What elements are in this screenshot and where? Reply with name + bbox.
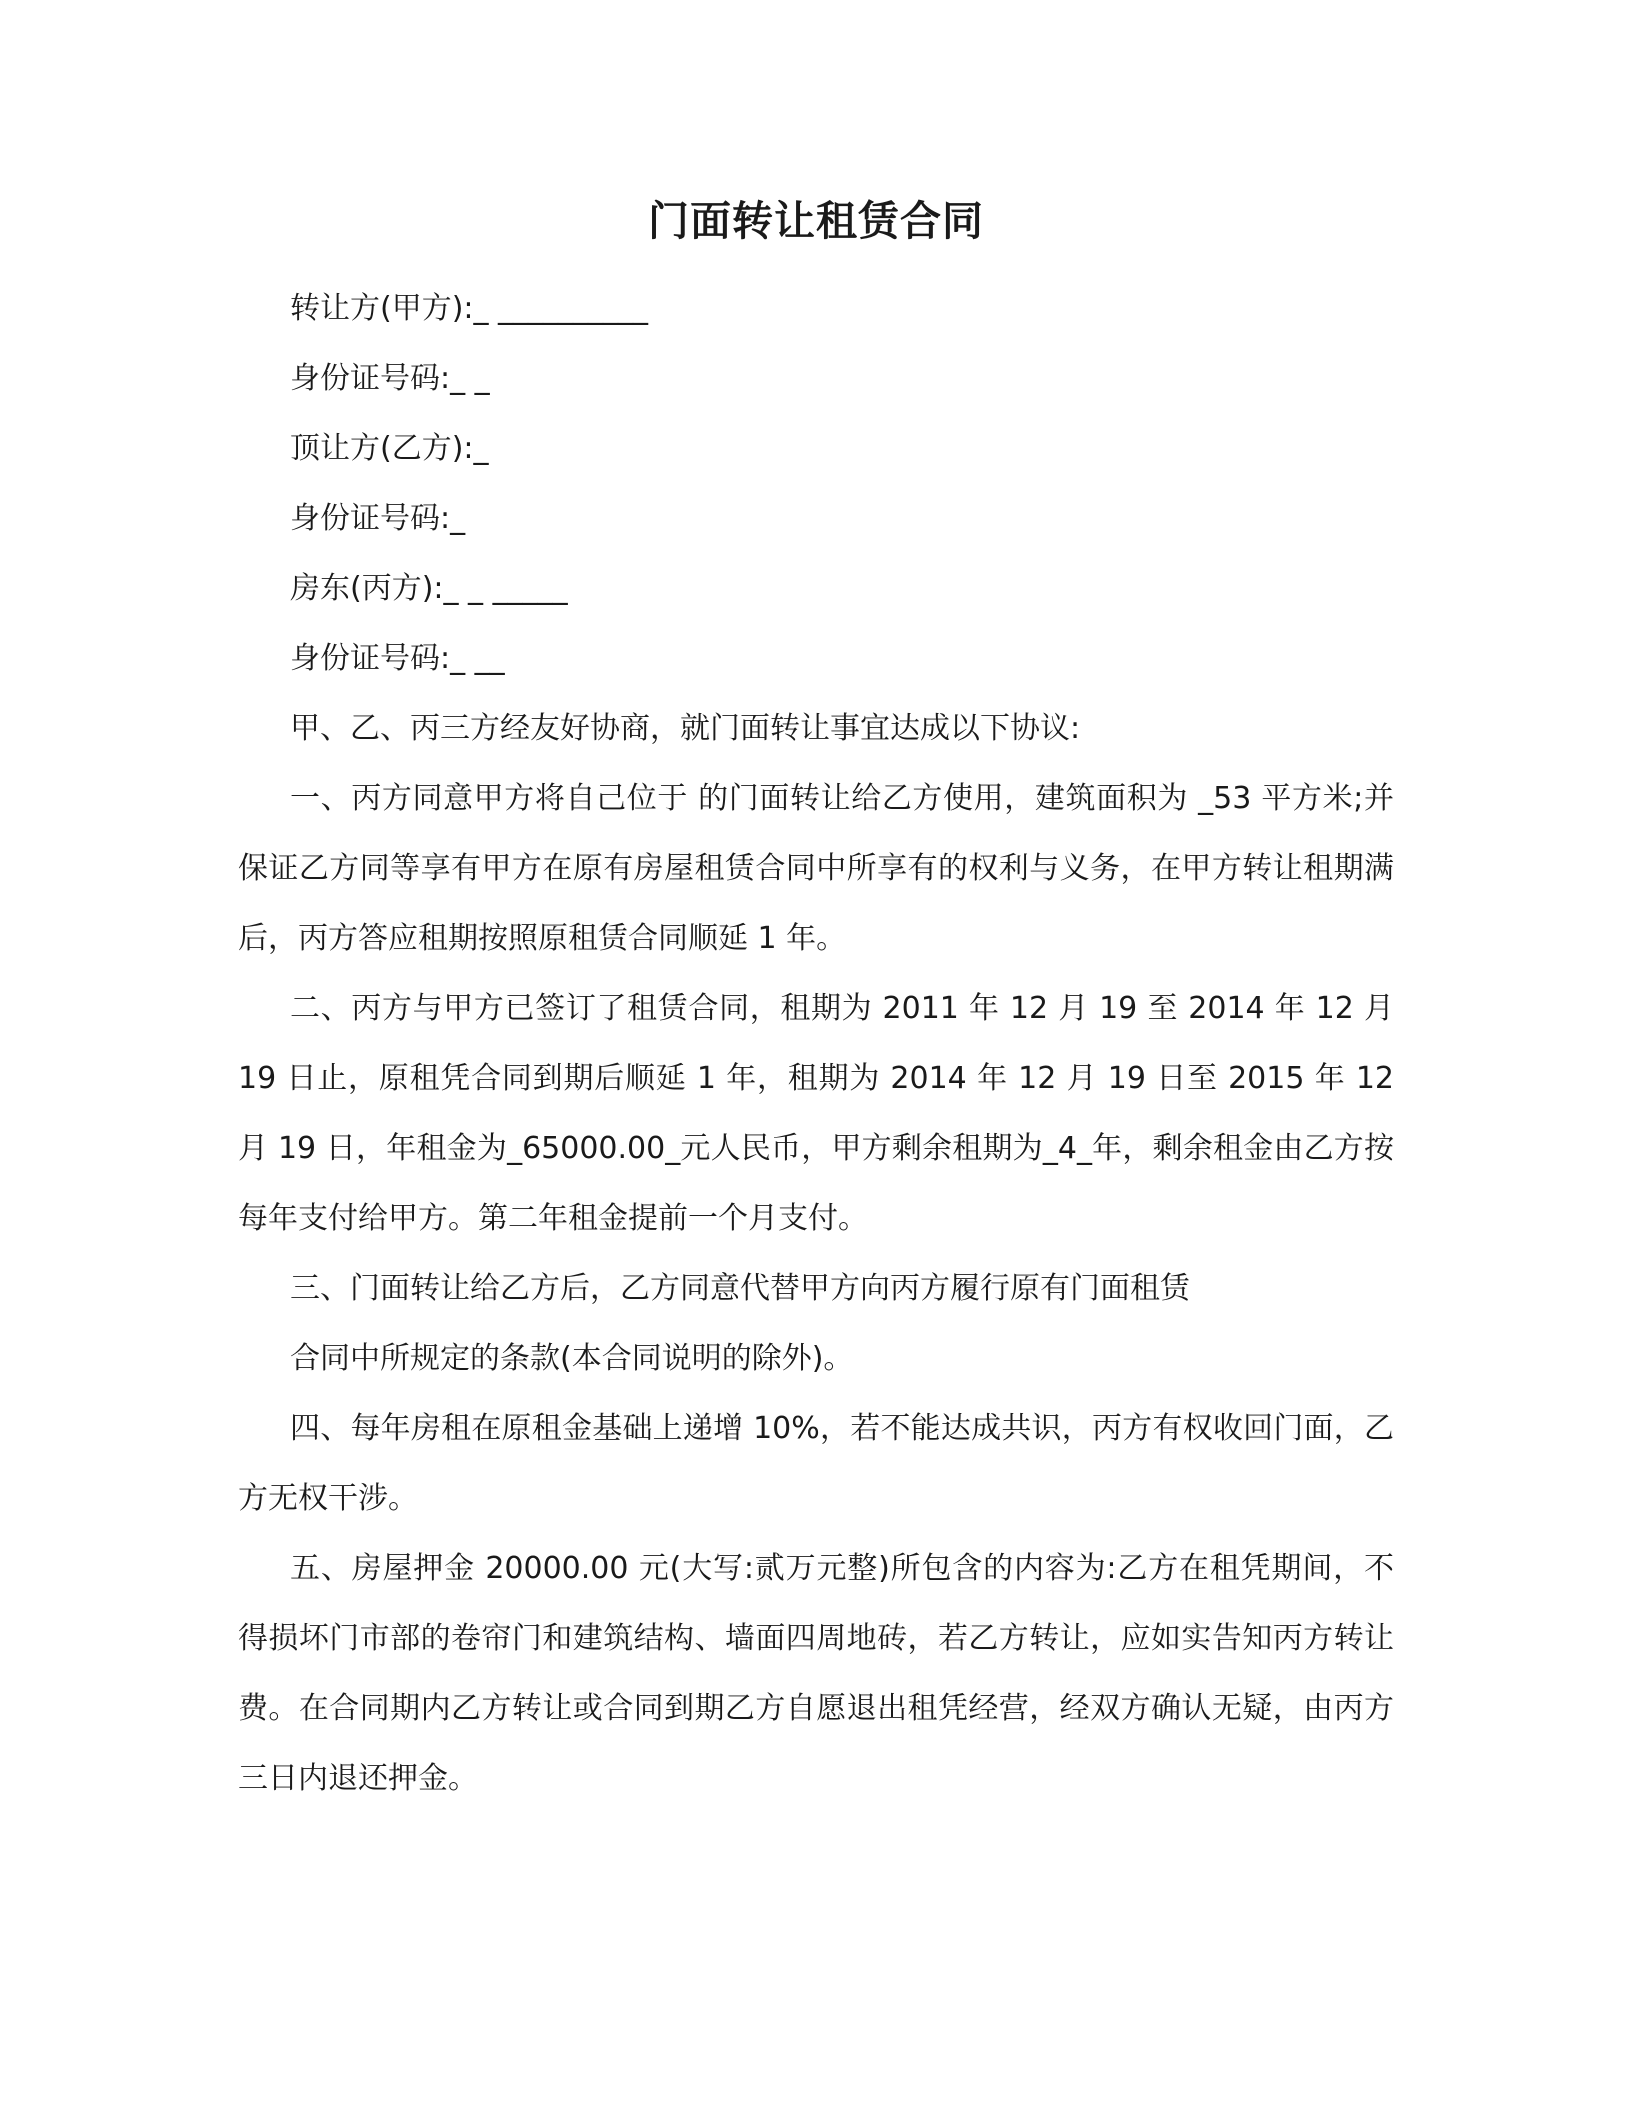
field-landlord: 房东(丙方):_ _ _____: [290, 571, 568, 606]
clause-5: 五、房屋押金 20000.00 元(大写:贰万元整)所包含的内容为:乙方在租凭期间，不得损坏门市部的卷帘门和建筑结构、墙面四周地砖，若乙方转让，应如实告知丙方转让费。在合同期内乙方转让或合同到期乙方自愿退出租凭经营，经双方确认无疑，由丙方三日内退还押金。: [238, 1551, 1394, 1796]
clause-4: 四、每年房租在原租金基础上递增 10%，若不能达成共识，丙方有权收回门面，乙方无权干涉。: [238, 1411, 1394, 1516]
document-title: 门面转让租赁合同: [648, 197, 984, 245]
clause-3-line-1: 三、门面转让给乙方后，乙方同意代替甲方向丙方履行原有门面租赁: [290, 1271, 1190, 1306]
field-transferee-id: 身份证号码:_: [290, 501, 466, 536]
field-transferor-id: 身份证号码:_ _: [290, 361, 490, 396]
field-transferor: 转让方(甲方):_ __________: [290, 291, 649, 326]
field-transferee: 顶让方(乙方):_: [290, 431, 489, 466]
clause-1: 一、丙方同意甲方将自己位于 的门面转让给乙方使用，建筑面积为 _53 平方米;并保证乙方同等享有甲方在原有房屋租赁合同中所享有的权利与义务，在甲方转让租期满后，丙方答应租期按照原租赁合同顺延 1 年。: [238, 781, 1394, 956]
intro-paragraph: 甲、乙、丙三方经友好协商，就门面转让事宜达成以下协议:: [290, 711, 1081, 746]
clause-3-line-2: 合同中所规定的条款(本合同说明的除外)。: [290, 1341, 854, 1376]
field-landlord-id: 身份证号码:_ __: [290, 641, 505, 676]
clause-2: 二、丙方与甲方已签订了租赁合同，租期为 2011 年 12 月 19 至 2014 年 12 月 19 日止，原租凭合同到期后顺延 1 年，租期为 2014 年 12 月 19 日至 2015 年 12 月 19 日，年租金为_65000.00_元人民币，甲方剩余租期为_4_年，剩余租金由乙方按每年支付给甲方。第二年租金提前一个月支付。: [238, 991, 1394, 1236]
